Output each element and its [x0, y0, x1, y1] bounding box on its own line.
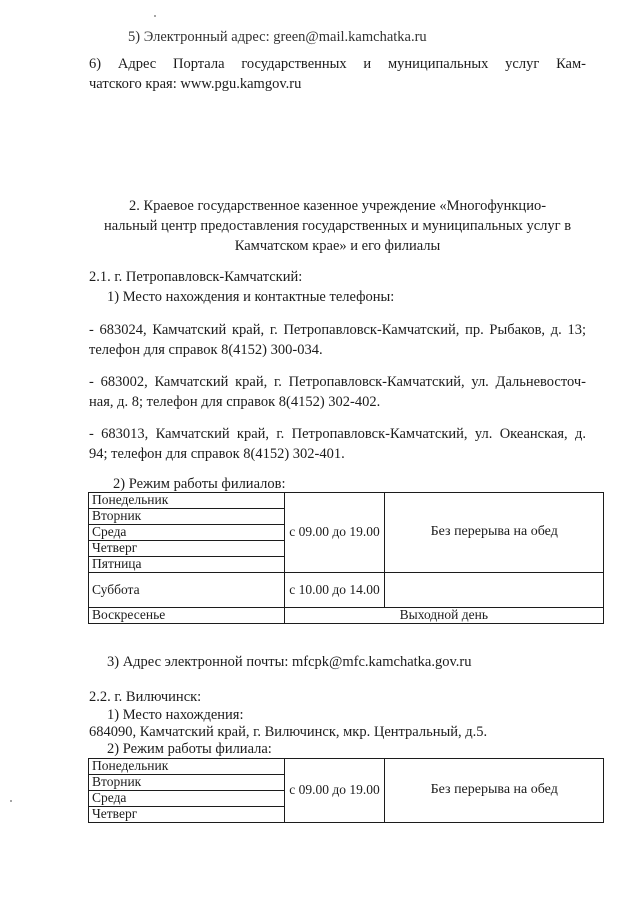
branch2-schedule-table: [88, 758, 604, 823]
section-heading-line-1: 2. Краевое государственное казенное учреждение «Многофункцио-: [128, 198, 547, 214]
address-3-line-1: - 683013, Камчатский край, г. Петропавловск-Камчатский, ул. Океанская, д.: [89, 426, 586, 442]
sunday-note-cell: Выходной день: [284, 608, 603, 624]
weekday-cell: Пятница: [89, 557, 285, 573]
address-1-line-2: телефон для справок 8(4152) 300-034.: [89, 342, 323, 358]
portal-line-2: чатского края: www.pgu.kamgov.ru: [89, 76, 302, 92]
table-row: [89, 759, 604, 775]
branch-title-petropavlovsk: 2.1. г. Петропавловск-Камчатский:: [89, 269, 303, 285]
weekday-cell: Вторник: [89, 509, 285, 525]
weekday-note-cell: Без перерыва на обед: [385, 493, 604, 573]
branch2-location-label: 1) Место нахождения:: [107, 707, 244, 723]
address-3-line-2: 94; телефон для справок 8(4152) 302-401.: [89, 446, 345, 462]
table-row: [89, 493, 604, 509]
weekday-cell: Понедельник: [89, 759, 285, 775]
branch-title-vilyuchinsk: 2.2. г. Вилючинск:: [89, 689, 202, 705]
saturday-cell: Суббота: [89, 573, 285, 608]
scan-speck: [10, 800, 12, 802]
weekday-cell: Вторник: [89, 775, 285, 791]
address-2-line-1: - 683002, Камчатский край, г. Петропавловск-Камчатский, ул. Дальневосточ-: [89, 374, 586, 390]
weekday-cell: Среда: [89, 791, 285, 807]
branch2-schedule-label: 2) Режим работы филиала:: [107, 741, 272, 757]
weekday-note-cell: Без перерыва на обед: [385, 759, 604, 823]
table-row: [89, 573, 604, 608]
saturday-note-cell: [385, 573, 604, 608]
branch1-schedule-label: 2) Режим работы филиалов:: [113, 476, 286, 492]
address-2-line-2: ная, д. 8; телефон для справок 8(4152) 302-402.: [89, 394, 381, 410]
branch1-schedule-table: [88, 492, 604, 624]
branch2-address: 684090, Камчатский край, г. Вилючинск, мкр. Центральный, д.5.: [89, 724, 488, 740]
scan-speck: [154, 15, 156, 17]
weekday-hours-cell: с 09.00 до 19.00: [284, 493, 385, 573]
portal-line-1: 6) Адрес Портала государственных и муниципальных услуг Кам-: [89, 56, 586, 72]
branch1-email-line: 3) Адрес электронной почты: mfcpk@mfc.kamchatka.gov.ru: [107, 654, 472, 670]
table-row: [89, 608, 604, 624]
branch1-location-label: 1) Место нахождения и контактные телефоны:: [107, 289, 395, 305]
weekday-cell: Среда: [89, 525, 285, 541]
section-heading-line-3: Камчатском крае» и его филиалы: [234, 238, 441, 254]
section-heading-line-2: нальный центр предоставления государственных и муниципальных услуг в: [103, 218, 572, 234]
weekday-cell: Четверг: [89, 807, 285, 823]
address-1-line-1: - 683024, Камчатский край, г. Петропавловск-Камчатский, пр. Рыбаков, д. 13;: [89, 322, 586, 338]
email-line: 5) Электронный адрес: green@mail.kamchatka.ru: [128, 29, 427, 45]
weekday-hours-cell: с 09.00 до 19.00: [284, 759, 385, 823]
weekday-cell: Понедельник: [89, 493, 285, 509]
saturday-hours-cell: с 10.00 до 14.00: [284, 573, 385, 608]
sunday-cell: Воскресенье: [89, 608, 285, 624]
weekday-cell: Четверг: [89, 541, 285, 557]
